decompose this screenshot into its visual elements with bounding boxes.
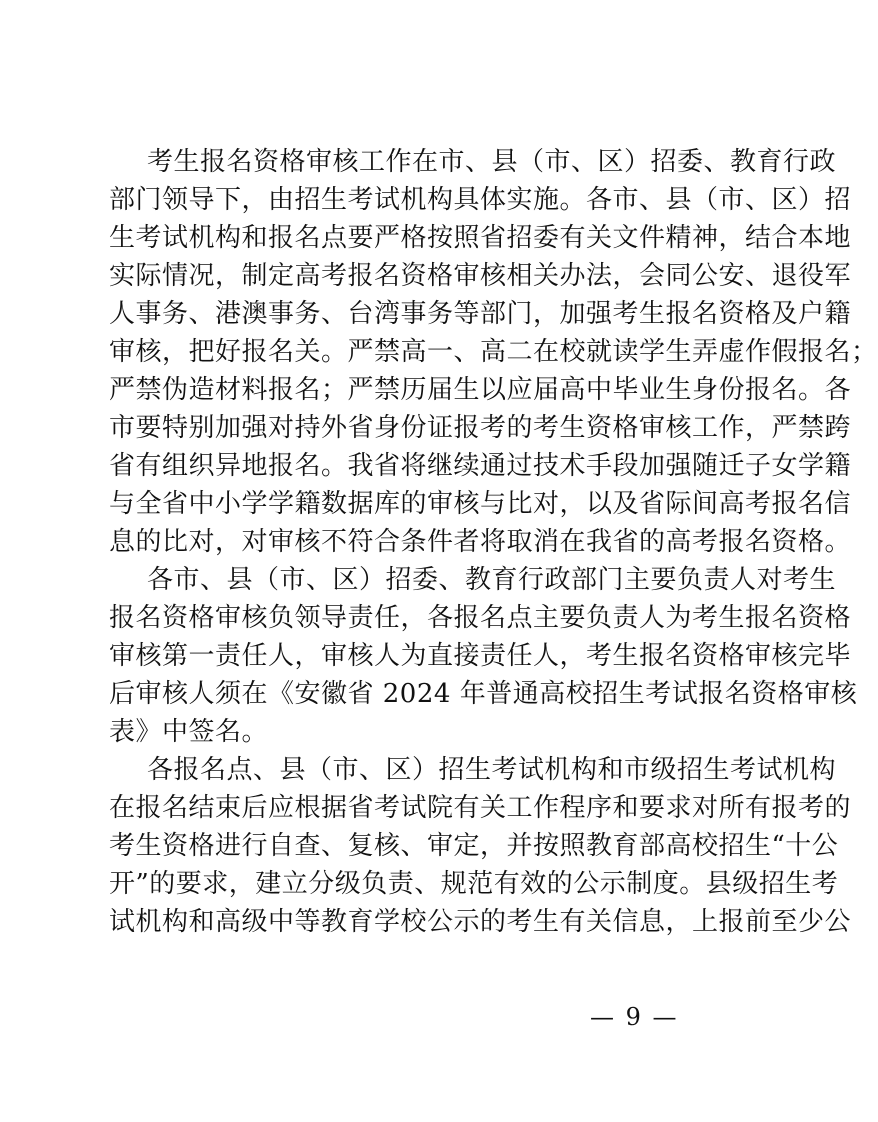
paragraph-3-line-2: 在报名结束后应根据省考试院有关工作程序和要求对所有报考的 bbox=[109, 793, 852, 823]
page-number: — 9 — bbox=[590, 1003, 679, 1031]
paragraph-3-line-4: 开”的要求，建立分级负责、规范有效的公示制度。县级招生考 bbox=[109, 869, 839, 899]
paragraph-1-line-3: 生考试机构和报名点要严格按照省招委有关文件精神，结合本地 bbox=[109, 223, 852, 253]
paragraph-1-line-5: 人事务、港澳事务、台湾事务等部门，加强考生报名资格及户籍 bbox=[109, 299, 852, 329]
paragraph-3-line-3: 考生资格进行自查、复核、审定，并按照教育部高校招生“十公 bbox=[109, 831, 839, 861]
paragraph-1-line-8: 市要特别加强对持外省身份证报考的考生资格审核工作，严禁跨 bbox=[109, 413, 852, 443]
paragraph-1-line-10: 与全省中小学学籍数据库的审核与比对，以及省际间高考报名信 bbox=[109, 489, 852, 519]
paragraph-1-line-1: 考生报名资格审核工作在市、县（市、区）招委、教育行政 bbox=[147, 147, 837, 177]
paragraph-1-line-11: 息的比对，对审核不符合条件者将取消在我省的高考报名资格。 bbox=[109, 527, 852, 557]
paragraph-3-line-5: 试机构和高级中等教育学校公示的考生有关信息，上报前至少公 bbox=[109, 907, 852, 937]
paragraph-1-line-9: 省有组织异地报名。我省将继续通过技术手段加强随迁子女学籍 bbox=[109, 451, 852, 481]
paragraph-2-line-3: 审核第一责任人，审核人为直接责任人，考生报名资格审核完毕 bbox=[109, 641, 852, 671]
paragraph-3-line-1: 各报名点、县（市、区）招生考试机构和市级招生考试机构 bbox=[147, 755, 837, 785]
paragraph-2-line-2: 报名资格审核负领导责任，各报名点主要负责人为考生报名资格 bbox=[109, 603, 852, 633]
paragraph-1-line-4: 实际情况，制定高考报名资格审核相关办法，会同公安、退役军 bbox=[109, 261, 852, 291]
paragraph-1-line-7: 严禁伪造材料报名；严禁历届生以应届高中毕业生身份报名。各 bbox=[109, 375, 852, 405]
paragraph-1-line-2: 部门领导下，由招生考试机构具体实施。各市、县（市、区）招 bbox=[109, 185, 852, 215]
paragraph-2-line-4: 后审核人须在《安徽省 2024 年普通高校招生考试报名资格审核 bbox=[109, 679, 858, 709]
paragraph-2-line-5: 表》中签名。 bbox=[109, 717, 269, 747]
paragraph-2-line-1: 各市、县（市、区）招委、教育行政部门主要负责人对考生 bbox=[147, 565, 837, 595]
paragraph-1-line-6: 审核，把好报名关。严禁高一、高二在校就读学生弄虚作假报名； bbox=[109, 337, 878, 367]
